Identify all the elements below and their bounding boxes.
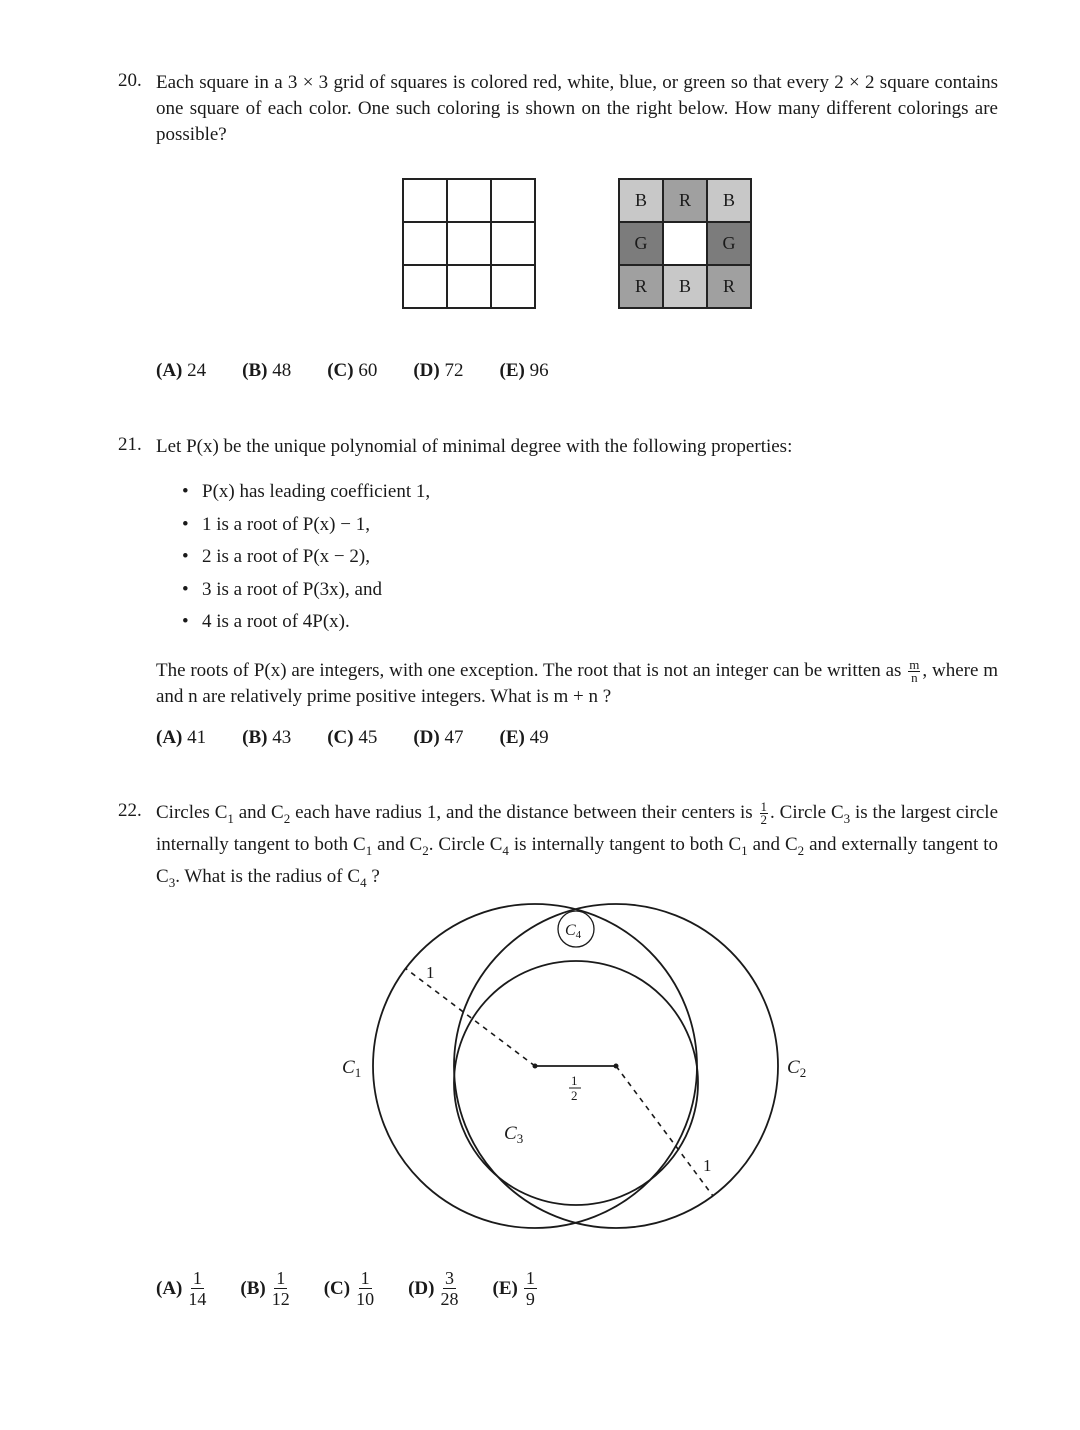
problem-21-intro: Let P(x) be the unique polynomial of minimal degree with the following properties: [156,436,793,457]
label-c3: $C_3$ [504,1123,524,1146]
answer-choice[interactable]: (D) 72 [413,360,464,381]
answer-choice[interactable]: (A) 41 [156,727,207,748]
answer-choice[interactable]: (E) $\frac{1}{9}$ [492,1268,535,1309]
grid-cell: B [707,179,751,222]
grid-cell: G [707,222,751,265]
radius-label: 1 [426,963,435,982]
answer-choice[interactable]: (B) 48 [242,360,292,381]
problem-20-text: Each square in a 3 × 3 grid of squares is colored red, white, blue, or green so that every 2 × 2 square contains one square of each color. One such coloring is shown on the right below. How many different colorings are possible? [156,72,998,145]
problem-21-number: 21. [118,434,142,455]
answer-choice[interactable]: (C) $\frac{1}{10}$ [323,1268,375,1309]
grid-cell: R [663,179,707,222]
half-label-den: 2 [571,1088,578,1103]
center-c2 [614,1064,619,1069]
m-over-n-fraction: $\frac{m}{n}$ [909,657,920,686]
problem-21-body: The roots of P(x) are integers, with one exception. The root that is not an integer can be written as $\frac{m}{n}$ , where m and n are relatively prime positive integers. What is m + n ? [156,657,998,708]
radius-label: 1 [703,1156,712,1175]
grid-cell: R [707,265,751,308]
answer-choice[interactable]: (A) 24 [156,360,207,381]
answer-choice[interactable]: (B) 43 [242,727,292,748]
answer-choice[interactable]: (D) $\frac{3}{28}$ [408,1268,459,1309]
answer-choice[interactable]: (C) 45 [327,727,378,748]
property-item: • 3 is a root of P(3x), and [182,574,430,607]
property-item: • 1 is a root of P(x) − 1, [182,509,430,542]
label-c1: $C_1$ [342,1057,362,1080]
grid-cell: R [619,265,663,308]
label-c2: $C_2$ [787,1057,807,1080]
answer-choice[interactable]: (D) 47 [413,727,464,748]
grid-cell: B [663,265,707,308]
radius-c1-dashed [405,968,535,1066]
problem-20-number: 20. [118,70,142,91]
half-label-num: 1 [571,1073,578,1088]
property-item: • 2 is a root of P(x − 2), [182,541,430,574]
grid-cell: G [619,222,663,265]
answer-choice[interactable]: (B) $\frac{1}{12}$ [240,1268,290,1309]
problem-22-text: Circles $C_1$ and $C_2$ each have radius 1, and the distance between their centers is $\frac{1}{2}$ . Circle $C_3$ is the largest circle internally tangent to both $C_1$ and $C_2$. Circle $C_4$ is internally tangent to both $C_1$ and $C_2$ and externally tangent to $C_3$. What is the radius of $C_4$ ? [156,799,998,890]
answer-choice[interactable]: (C) 60 [327,360,378,381]
problem-22-choices [156,1268,571,1309]
answer-choice[interactable]: (A) $\frac{1}{14}$ [156,1268,207,1309]
property-item: • 4 is a root of 4P(x). [182,606,430,639]
answer-choice[interactable]: (E) 49 [499,727,549,748]
center-c1 [533,1064,538,1069]
problem-22-number: 22. [118,800,142,821]
answer-choice[interactable]: (E) 96 [499,360,549,381]
property-item: • P(x) has leading coefficient 1, [182,476,430,509]
label-c4: C4 [565,922,582,941]
grid-cell: B [619,179,663,222]
